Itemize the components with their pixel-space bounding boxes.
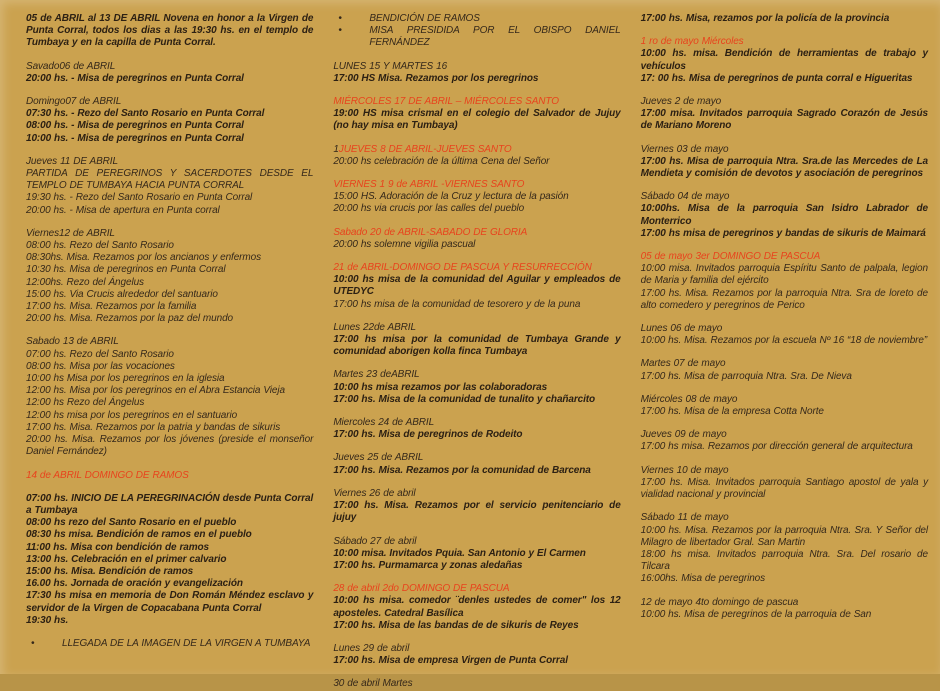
schedule-heading: VIERNES 1 9 de ABRIL -VIERNES SANTO (333, 179, 525, 191)
schedule-block (641, 144, 928, 181)
schedule-day-label: Jueves 11 DE ABRIL (26, 155, 118, 167)
schedule-line: 17: 00 hs. Misa de peregrinos de punta corral e Higueritas (640, 72, 913, 84)
schedule-line: 07:00 hs. Rezo del Santo Rosario (26, 348, 174, 360)
schedule-line: 17:00 hs misa de la comunidad de tesorero y de la puna (333, 298, 581, 310)
schedule-block (641, 394, 928, 418)
schedule-line: 20:00 hs via crucis por las calles del pueblo (333, 203, 525, 215)
schedule-block (333, 678, 620, 690)
schedule-line: 17:00 HS Misa. Rezamos por los peregrinos (333, 72, 539, 84)
schedule-line: 10:00 hs. misa. Bendición de herramientas de trabajo y vehículos (640, 48, 928, 72)
schedule-block (26, 96, 313, 145)
schedule-line: 08:30 hs misa. Bendición de ramos en el pueblo (26, 529, 252, 541)
schedule-block (641, 429, 928, 453)
schedule-day-label: Viernes 10 de mayo (640, 464, 729, 476)
schedule-block (641, 191, 928, 240)
schedule-line: 10:00 hs misa de la comunidad del Aguilar y empleados de UTEDYC (333, 274, 621, 298)
schedule-line: 12:00hs. Rezo del Ángelus (26, 276, 144, 288)
schedule-line: 15:00 hs. Via Crucis alrededor del santuario (26, 288, 218, 300)
schedule-line: 20:00 hs solemne vigilia pascual (333, 238, 476, 250)
schedule-line: 15:00 HS. Adoración de la Cruz y lectura de la pasión (333, 191, 569, 203)
schedule-block (333, 322, 620, 359)
schedule-block (26, 13, 313, 50)
schedule-day-label: LUNES 15 Y MARTES 16 (333, 60, 448, 72)
schedule-block (333, 227, 620, 251)
schedule-heading: 28 de abril 2do DOMINGO DE PASCUA (333, 583, 510, 595)
schedule-line: 20:00 hs. - Misa de peregrinos en Punta Corral (26, 72, 244, 84)
schedule-day-label: Domingo07 de ABRIL (26, 96, 122, 108)
schedule-line: 11:00 hs. Misa con bendición de ramos (26, 541, 209, 553)
schedule-line: 17:00 hs. Misa de las bandas de de sikuris de Reyes (333, 619, 579, 631)
schedule-line: 12:00 hs Rezo del Ángelus (26, 397, 145, 409)
schedule-block (333, 536, 620, 573)
schedule-line: 08:00 hs. Rezo del Santo Rosario (26, 240, 174, 252)
schedule-day-label: Martes 07 de mayo (640, 358, 726, 370)
schedule-line: • MISA PRESIDIDA POR EL OBISPO DANIEL FERNÁNDEZ (338, 25, 621, 49)
heading-prefix: 1 (333, 143, 339, 155)
schedule-line: 17:00 hs. Misa. Rezamos por la familia (26, 301, 197, 313)
schedule-heading: 14 de ABRIL DOMINGO DE RAMOS (26, 469, 189, 481)
schedule-block (333, 61, 620, 85)
schedule-line: 18:00 hs misa. Invitados parroquia Ntra. Sra. Del rosario de Tilcara (640, 548, 928, 573)
schedule-line: 10:00hs. Misa de la parroquia San Isidro Labrador de Monterrico (640, 203, 928, 227)
schedule-block (26, 228, 313, 326)
schedule-line: 08:00 hs. Misa por las vocaciones (26, 360, 175, 372)
schedule-day-label: Miercoles 24 de ABRIL (333, 417, 435, 429)
schedule-line: 10:00 hs. - Misa de peregrinos en Punta Corral (26, 132, 244, 144)
schedule-heading: Sabado 20 de ABRIL-SABADO DE GLORIA (333, 226, 528, 238)
schedule-block (26, 156, 313, 217)
schedule-day-label: Jueves 2 de mayo (640, 96, 722, 108)
schedule-block (26, 470, 313, 482)
schedule-line: 17:00 hs. Misa. Rezamos por la patria y bandas de sikuris (26, 421, 281, 433)
schedule-heading: 21 de ABRIL-DOMINGO DE PASCUA Y RESURRECCIÓN (333, 262, 592, 274)
schedule-line: 10:00 hs Misa por los peregrinos en la iglesia (26, 373, 225, 385)
schedule-line: 17:30 hs misa en memoria de Don Román Méndez esclavo y servidor de la Virgen de Copacabana Punta Corral (26, 590, 314, 614)
schedule-day-label: Savado06 de ABRIL (26, 60, 116, 72)
schedule-day-label: Lunes 22de ABRIL (333, 321, 416, 333)
schedule-block (641, 512, 928, 585)
schedule-block (26, 61, 313, 85)
bullet-icon: • (338, 13, 342, 24)
schedule-block (26, 336, 313, 458)
schedule-line: 17:00 hs. Misa, rezamos por la policía de la provincia (640, 13, 890, 24)
schedule-line: 08:30hs. Misa. Rezamos por los ancianos y enfermos (26, 252, 261, 264)
schedule-line: 17:00 hs. Misa. Rezamos por el servicio penitenciario de jujuy (333, 500, 621, 524)
schedule-line: 20:00 hs. Misa. Rezamos por los jóvenes (preside el monseñor Daniel Fernández) (26, 434, 314, 458)
schedule-heading: MIÉRCOLES 17 DE ABRIL – MIÉRCOLES SANTO (333, 96, 559, 108)
schedule-block (641, 13, 928, 25)
bullet-icon: • (31, 637, 35, 649)
schedule-day-label: Martes 23 deABRIL (333, 369, 420, 381)
schedule-day-label: Lunes 06 de mayo (640, 323, 723, 335)
schedule-block (641, 465, 928, 502)
schedule-block (333, 417, 620, 441)
schedule-day-label: Jueves 09 de mayo (640, 429, 727, 441)
schedule-line: 19:30 hs. - Rezo del Santo Rosario en Punta Corral (26, 192, 253, 204)
schedule-block (333, 369, 620, 406)
schedule-block (641, 597, 928, 621)
schedule-line: 10:00 hs. Misa de peregrinos de la parroquia de San (640, 608, 872, 620)
schedule-block (333, 262, 620, 311)
schedule-line: 17:00 hs misa de peregrinos y bandas de sikuris de Maimará (640, 227, 926, 239)
schedule-day-label: Sábado 04 de mayo (640, 191, 730, 203)
schedule-line: 17:00 hs. Misa de parroquia Ntra. Sra.de las Mercedes de La Mendieta y comisión de devotos y asociación de peregrinos (640, 155, 928, 180)
schedule-line: 10:00 misa. Invitados Pquia. San Antonio y El Carmen (333, 547, 586, 559)
schedule-line: • LLEGADA DE LA IMAGEN DE LA VIRGEN A TUMBAYA (31, 637, 311, 649)
schedule-block (26, 493, 313, 627)
schedule-line: 10:00 hs misa rezamos por las colaboradoras (333, 381, 548, 393)
schedule-block (333, 488, 620, 525)
schedule-line: 10:00 misa. Invitados parroquia Espíritu Santo de palpala, legion de Maria y familia del ejército (640, 263, 928, 287)
schedule-line: 07:00 hs. INICIO DE LA PEREGRINACIÓN desde Punta Corral (26, 492, 314, 504)
schedule-line: 17:00 hs. Misa de peregrinos de Rodeito (333, 429, 523, 441)
schedule-line: 19:00 HS misa crismal en el colegio del Salvador de Jujuy (no hay misa en Tumbaya) (333, 108, 621, 132)
schedule-column-1 (26, 13, 313, 674)
schedule-block (641, 96, 928, 133)
schedule-block (641, 358, 928, 382)
schedule-block (641, 36, 928, 85)
schedule-day-label: Jueves 25 de ABRIL (333, 452, 424, 464)
schedule-block (333, 96, 620, 133)
schedule-line: 16:00hs. Misa de peregrinos (640, 573, 766, 585)
schedule-line: 10:00 hs. Misa. Rezamos por la escuela Nº 16 “18 de noviembre” (640, 335, 928, 347)
schedule-line: 08:00 hs. - Misa de peregrinos en Punta Corral (26, 120, 244, 132)
schedule-line: 07:30 hs. - Rezo del Santo Rosario en Punta Corral (26, 108, 265, 120)
schedule-line: 17:00 hs. Misa de la comunidad de tunalito y chañarcito (333, 393, 596, 405)
schedule-block (333, 13, 620, 50)
schedule-line: 17:00 hs. Misa. Invitados parroquia Santiago apostol de yala y vialidad nacional y provincial (640, 476, 928, 501)
schedule-line: 16.00 hs. Jornada de oración y evangelización (26, 578, 243, 590)
schedule-day-label: Miércoles 08 de mayo (640, 393, 738, 405)
schedule-line: 17:00 hs. Misa de la empresa Cotta Norte (640, 406, 824, 418)
schedule-line: 17:00 hs. Misa. Rezamos por la comunidad de Barcena (333, 464, 591, 476)
schedule-line: PARTIDA DE PEREGRINOS Y SACERDOTES DESDE EL TEMPLO DE TUMBAYA HACIA PUNTA CORRAL (26, 168, 314, 192)
schedule-line: a Tumbaya (26, 504, 78, 516)
bullet-icon: • (338, 25, 342, 37)
schedule-day-label: Viernes12 de ABRIL (26, 227, 115, 239)
schedule-line: 10:00 hs misa. comedor ¨denles ustedes de comer" los 12 aposteles. Catedral Basílica (333, 595, 621, 619)
schedule-line: 15:00 hs. Misa. Bendición de ramos (26, 565, 194, 577)
schedule-day-label: Sabado 13 de ABRIL (26, 336, 119, 348)
schedule-day-label: 30 de abril Martes (333, 678, 413, 690)
schedule-heading: 05 de mayo 3er DOMINGO DE PASCUA (640, 251, 821, 263)
schedule-column-2 (333, 13, 621, 690)
schedule-line: 17:00 misa. Invitados parroquia Sagrado Corazón de Jesús de Mariano Moreno (640, 108, 928, 132)
schedule-block (333, 144, 620, 168)
schedule-line: 19:30 hs. (26, 614, 69, 626)
schedule-block (333, 643, 620, 667)
schedule-line: 17:00 hs. Purmamarca y zonas aledañas (333, 559, 523, 571)
schedule-line: • BENDICIÓN DE RAMOS (338, 13, 480, 24)
schedule-block (333, 452, 620, 476)
schedule-line: 08:00 hs rezo del Santo Rosario en el pueblo (26, 517, 237, 529)
schedule-day-label: Sábado 11 de mayo (640, 512, 729, 524)
schedule-line: 17:00 hs. Misa de parroquia Ntra. Sra. De Nieva (640, 370, 852, 382)
schedule-block (26, 638, 313, 650)
schedule-day-label: 12 de mayo 4to domingo de pascua (640, 596, 799, 608)
schedule-line: 17:00 hs misa por la comunidad de Tumbaya Grande y comunidad aborigen kolla finca Tumbaya (333, 334, 621, 358)
schedule-line: 17:00 hs. Misa de empresa Virgen de Punta Corral (333, 655, 568, 667)
schedule-line: 20:00 hs. - Misa de apertura en Punta corral (26, 204, 220, 216)
schedule-line: 17:00 hs. Misa. Rezamos por la parroquia Ntra. Sra de loreto de alto comedero y peregrinos de Perico (640, 287, 928, 311)
schedule-column-3 (641, 13, 928, 674)
schedule-day-label: Lunes 29 de abril (333, 642, 410, 654)
schedule-block (641, 251, 928, 312)
schedule-line: 12:00 hs misa por los peregrinos en el santuario (26, 409, 238, 421)
schedule-block (333, 179, 620, 216)
schedule-day-label: Viernes 26 de abril (333, 487, 416, 499)
schedule-line: 20:00 hs celebración de la última Cena del Señor (333, 155, 550, 167)
schedule-line: 20:00 hs. Misa. Rezamos por la paz del mundo (26, 313, 233, 325)
schedule-line: 10:30 hs. Misa de peregrinos en Punta Corral (26, 264, 226, 276)
schedule-block (333, 583, 620, 632)
schedule-line: 05 de ABRIL al 13 DE ABRIL Novena en honor a la Virgen de Punta Corral, todos los dias a las 19:30 hs. en el templo de Tumbaya y en la capilla de Punta Corral. (26, 13, 314, 49)
schedule-heading: 1JUEVES 8 DE ABRIL-JUEVES SANTO (333, 143, 512, 155)
schedule-day-label: Viernes 03 de mayo (640, 143, 729, 155)
schedule-heading: 1 ro de mayo Miércoles (640, 36, 744, 48)
schedule-line: 12:00 hs. Misa por los peregrinos en el Abra Estancia Vieja (26, 385, 285, 397)
schedule-block (641, 323, 928, 347)
schedule-line: 10:00 hs. Misa. Rezamos por la parroquia Ntra. Sra. Y Señor del Milagro de libertador Gral. San Martin (640, 524, 928, 548)
schedule-line: 17:00 hs misa. Rezamos por dirección general de arquitectura (640, 441, 913, 453)
schedule-line: 13:00 hs. Celebración en el primer calvario (26, 553, 227, 565)
schedule-day-label: Sábado 27 de abril (333, 535, 417, 547)
